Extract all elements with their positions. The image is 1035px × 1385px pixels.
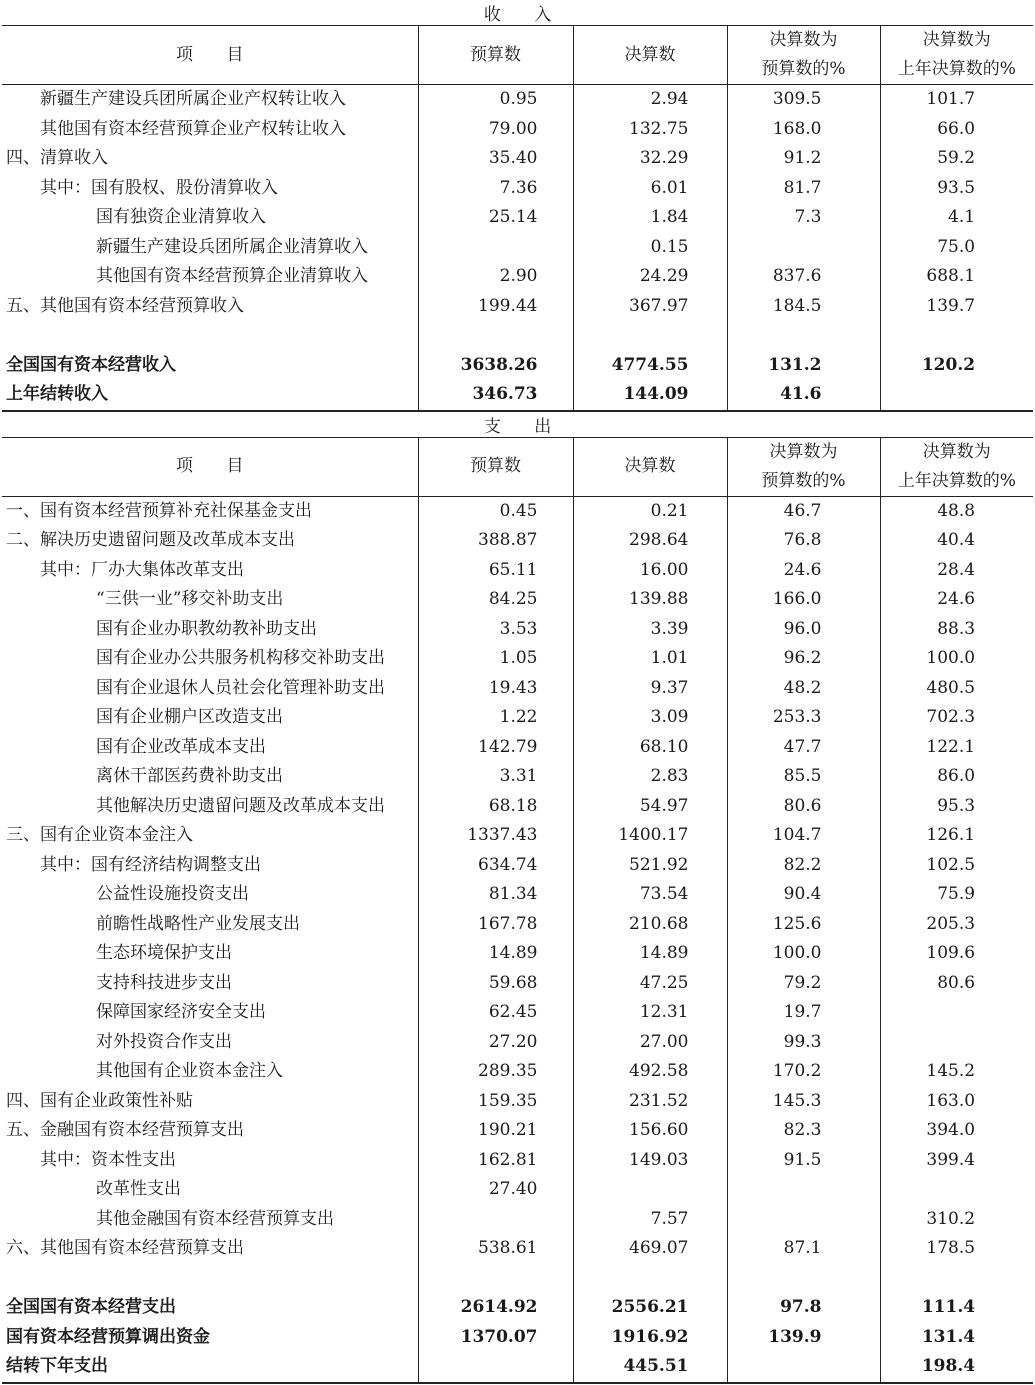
col-budget-header: 预算数: [418, 437, 573, 496]
final-value: [573, 1264, 727, 1294]
table-row: [2, 1057, 1033, 1087]
budget-value: 1.05: [418, 644, 573, 674]
pct-prev-value: 399.4: [926, 1149, 976, 1170]
pct-prev-value: [880, 998, 1033, 1028]
row-label: 其中：国有经济结构调整支出: [2, 851, 418, 881]
table-row: [2, 85, 1033, 115]
budget-value: 25.14: [418, 203, 573, 233]
budget-value: 1.22: [418, 703, 573, 733]
budget-value: 0.45: [418, 496, 573, 526]
table-row: [2, 1323, 1033, 1353]
pct-prev-value: 688.1: [926, 266, 976, 286]
final-value: 4774.55: [573, 351, 727, 381]
table-row: [2, 615, 1033, 645]
table-row: [2, 792, 1033, 822]
final-value: 6.01: [573, 174, 727, 204]
pct-prev-value: [880, 321, 1033, 351]
budget-value: 27.20: [418, 1028, 573, 1058]
row-label: 其他国有企业资本金注入: [2, 1057, 418, 1087]
col-item-header: 项 目: [2, 26, 418, 85]
row-label: 国有企业办职教幼教补助支出: [2, 615, 418, 645]
table-row: [2, 585, 1033, 615]
row-label: 其他国有资本经营预算企业清算收入: [2, 262, 418, 292]
pct-prev-value: 198.4: [880, 1352, 1033, 1383]
final-value: 73.54: [573, 880, 727, 910]
expense-section-header: [2, 411, 1033, 438]
col-pct-budget-line2: 预算数的%: [761, 470, 846, 491]
pct-prev-value: 28.4: [937, 559, 976, 580]
budget-value: 388.87: [418, 526, 573, 556]
pct-budget-value: 48.2: [727, 674, 880, 704]
income-title: 收 入: [2, 0, 1033, 26]
col-final-header: 决算数: [573, 437, 727, 496]
row-label: [2, 321, 418, 351]
pct-prev-value: 4.1: [948, 207, 976, 227]
final-value: 469.07: [573, 1234, 727, 1264]
pct-budget-value: 19.7: [727, 998, 880, 1028]
budget-value: 0.95: [418, 85, 573, 115]
row-label: 国有企业改革成本支出: [2, 733, 418, 763]
budget-value: 2.90: [418, 262, 573, 292]
row-label: 公益性设施投资支出: [2, 880, 418, 910]
pct-prev-value: 126.1: [926, 825, 976, 845]
pct-prev-value: 40.4: [937, 530, 976, 550]
final-value: 1.84: [573, 203, 727, 233]
final-value: 144.09: [573, 380, 727, 411]
pct-budget-value: 41.6: [727, 380, 880, 411]
final-value: 7.57: [573, 1205, 727, 1235]
table-row: [2, 144, 1033, 174]
col-pct-budget-line1: 决算数为: [769, 441, 838, 462]
table-row: [2, 1146, 1033, 1176]
budget-value: 3.53: [418, 615, 573, 645]
final-value: 139.88: [573, 585, 727, 615]
final-value: 298.64: [573, 526, 727, 556]
row-label: 其中：国有股权、股份清算收入: [2, 174, 418, 204]
budget-value: 167.78: [418, 910, 573, 940]
col-pct-prev-line1: 决算数为: [922, 441, 991, 462]
pct-budget-value: 184.5: [727, 292, 880, 322]
pct-budget-value: 97.8: [727, 1293, 880, 1323]
pct-budget-value: [727, 1175, 880, 1205]
row-label: 三、国有企业资本金注入: [2, 821, 418, 851]
row-label: 生态环境保护支出: [2, 939, 418, 969]
pct-budget-value: 76.8: [727, 526, 880, 556]
col-pct-budget-header: [727, 437, 880, 496]
table-row: [2, 939, 1033, 969]
table-row: [2, 1028, 1033, 1058]
budget-value: [418, 321, 573, 351]
row-label: 国有企业办公共服务机构移交补助支出: [2, 644, 418, 674]
row-label: 六、其他国有资本经营预算支出: [2, 1234, 418, 1264]
final-value: 1916.92: [573, 1323, 727, 1353]
col-pct-prev-header: [880, 437, 1033, 496]
pct-prev-value: 702.3: [926, 707, 976, 727]
budget-value: 27.40: [418, 1175, 573, 1205]
final-value: 12.31: [573, 998, 727, 1028]
pct-prev-value: [880, 1264, 1033, 1294]
final-value: 24.29: [573, 262, 727, 292]
pct-prev-value: 145.2: [926, 1061, 976, 1081]
final-value: 149.03: [573, 1146, 727, 1176]
budget-value: 634.74: [418, 851, 573, 881]
pct-budget-value: 91.5: [727, 1146, 880, 1176]
table-row: [2, 1087, 1033, 1117]
pct-budget-value: 87.1: [727, 1234, 880, 1264]
final-value: 2.94: [573, 85, 727, 115]
pct-budget-value: 81.7: [727, 174, 880, 204]
pct-prev-value: 88.3: [937, 618, 976, 639]
pct-budget-value: 24.6: [727, 556, 880, 586]
row-label: [2, 1264, 418, 1294]
budget-value: [418, 1264, 573, 1294]
pct-budget-value: 99.3: [727, 1028, 880, 1058]
budget-value: 1370.07: [418, 1323, 573, 1353]
table-row: [2, 674, 1033, 704]
row-label: 新疆生产建设兵团所属企业产权转让收入: [2, 85, 418, 115]
income-section: [2, 0, 1033, 411]
row-label: 保障国家经济安全支出: [2, 998, 418, 1028]
budget-value: 14.89: [418, 939, 573, 969]
pct-budget-value: 80.6: [727, 792, 880, 822]
row-label: 其他金融国有资本经营预算支出: [2, 1205, 418, 1235]
pct-budget-value: 96.2: [727, 644, 880, 674]
table-row: [2, 1234, 1033, 1264]
table-row: [2, 1116, 1033, 1146]
col-final-header: 决算数: [573, 26, 727, 85]
budget-value: 162.81: [418, 1146, 573, 1176]
table-row: [2, 644, 1033, 674]
row-label: 五、金融国有资本经营预算支出: [2, 1116, 418, 1146]
pct-prev-value: 480.5: [926, 677, 976, 698]
final-value: [573, 321, 727, 351]
table-row: [2, 1205, 1033, 1235]
pct-budget-value: 90.4: [727, 880, 880, 910]
final-value: 9.37: [573, 674, 727, 704]
final-value: 210.68: [573, 910, 727, 940]
pct-prev-value: 205.3: [926, 913, 976, 934]
pct-prev-value: 95.3: [937, 795, 976, 816]
pct-budget-value: 82.3: [727, 1116, 880, 1146]
table-row: [2, 910, 1033, 940]
table-row: [2, 262, 1033, 292]
pct-prev-value: 75.0: [937, 236, 976, 257]
row-label: 其他国有资本经营预算企业产权转让收入: [2, 115, 418, 145]
pct-budget-value: 79.2: [727, 969, 880, 999]
pct-budget-value: 100.0: [727, 939, 880, 969]
table-row: [2, 1293, 1033, 1323]
final-value: 1.01: [573, 644, 727, 674]
col-pct-budget-line2: 预算数的%: [761, 59, 846, 79]
budget-value: 19.43: [418, 674, 573, 704]
pct-prev-value: 101.7: [926, 89, 976, 109]
expense-title: 支 出: [2, 411, 1033, 438]
row-label: 国有企业棚户区改造支出: [2, 703, 418, 733]
expense-section: [2, 411, 1033, 1383]
final-value: 2556.21: [573, 1293, 727, 1323]
pct-budget-value: 46.7: [727, 496, 880, 526]
pct-budget-value: [727, 1205, 880, 1235]
final-value: 132.75: [573, 115, 727, 145]
row-label: 国有独资企业清算收入: [2, 203, 418, 233]
table-row: [2, 526, 1033, 556]
col-budget-header: 预算数: [418, 26, 573, 85]
row-label: 新疆生产建设兵团所属企业清算收入: [2, 233, 418, 263]
row-label: 对外投资合作支出: [2, 1028, 418, 1058]
budget-value: 1337.43: [418, 821, 573, 851]
row-label: 一、国有资本经营预算补充社保基金支出: [2, 496, 418, 526]
table-row: [2, 292, 1033, 322]
table-row: [2, 351, 1033, 381]
table-row: [2, 998, 1033, 1028]
pct-budget-value: [727, 1264, 880, 1294]
row-label: 前瞻性战略性产业发展支出: [2, 910, 418, 940]
table-row: [2, 174, 1033, 204]
pct-budget-value: 82.2: [727, 851, 880, 881]
pct-prev-value: 100.0: [926, 648, 976, 668]
pct-budget-value: 96.0: [727, 615, 880, 645]
final-value: 14.89: [573, 939, 727, 969]
pct-prev-value: 111.4: [921, 1297, 976, 1317]
budget-value: 84.25: [418, 585, 573, 615]
budget-value: 190.21: [418, 1116, 573, 1146]
budget-value: [418, 233, 573, 263]
budget-value: 65.11: [418, 556, 573, 586]
pct-prev-value: 120.2: [921, 354, 976, 375]
pct-prev-value: 66.0: [937, 118, 976, 139]
pct-prev-value: 102.5: [926, 854, 976, 875]
pct-budget-value: 7.3: [727, 203, 880, 233]
pct-budget-value: 139.9: [727, 1323, 880, 1353]
budget-value: 3638.26: [418, 351, 573, 381]
col-pct-prev-line1: 决算数为: [922, 30, 991, 50]
table-row: [2, 1264, 1033, 1294]
budget-value: 35.40: [418, 144, 573, 174]
pct-budget-value: 166.0: [727, 585, 880, 615]
row-label: 五、其他国有资本经营预算收入: [2, 292, 418, 322]
final-value: 2.83: [573, 762, 727, 792]
row-label: 全国国有资本经营支出: [2, 1293, 418, 1323]
final-value: 32.29: [573, 144, 727, 174]
pct-prev-value: 24.6: [937, 589, 976, 609]
final-value: 16.00: [573, 556, 727, 586]
table-row: [2, 703, 1033, 733]
budget-value: [418, 1205, 573, 1235]
final-value: 445.51: [573, 1352, 727, 1383]
pct-budget-value: 170.2: [727, 1057, 880, 1087]
pct-budget-value: 145.3: [727, 1087, 880, 1117]
budget-value: 81.34: [418, 880, 573, 910]
pct-prev-value: [880, 380, 1033, 411]
pct-budget-value: 253.3: [727, 703, 880, 733]
budget-value: [418, 1352, 573, 1383]
col-pct-prev-line2: 上年决算数的%: [897, 470, 1016, 491]
row-label: 国有企业退休人员社会化管理补助支出: [2, 674, 418, 704]
row-label: 其中：厂办大集体改革支出: [2, 556, 418, 586]
pct-prev-value: 122.1: [926, 736, 976, 757]
final-value: 1400.17: [573, 821, 727, 851]
row-label: 其他解决历史遗留问题及改革成本支出: [2, 792, 418, 822]
row-label: 国有资本经营预算调出资金: [2, 1323, 418, 1353]
row-label: “三供一业”移交补助支出: [2, 585, 418, 615]
table-row: [2, 851, 1033, 881]
col-pct-budget-line1: 决算数为: [769, 30, 838, 50]
row-label: 结转下年支出: [2, 1352, 418, 1383]
budget-value: 79.00: [418, 115, 573, 145]
table-row: [2, 1352, 1033, 1383]
table-row: [2, 821, 1033, 851]
final-value: 231.52: [573, 1087, 727, 1117]
row-label: 支持科技进步支出: [2, 969, 418, 999]
final-value: 156.60: [573, 1116, 727, 1146]
pct-prev-value: 59.2: [937, 148, 976, 168]
final-value: 3.39: [573, 615, 727, 645]
final-value: 492.58: [573, 1057, 727, 1087]
budget-value: 346.73: [418, 380, 573, 411]
pct-prev-value: 75.9: [937, 884, 976, 904]
table-row: [2, 969, 1033, 999]
pct-prev-value: 178.5: [926, 1238, 976, 1258]
row-label: 上年结转收入: [2, 380, 418, 411]
table-row: [2, 556, 1033, 586]
pct-budget-value: 837.6: [727, 262, 880, 292]
budget-value: 289.35: [418, 1057, 573, 1087]
table-row: [2, 321, 1033, 351]
final-value: 3.09: [573, 703, 727, 733]
table-row: [2, 733, 1033, 763]
income-column-header: [2, 26, 1033, 85]
budget-value: 159.35: [418, 1087, 573, 1117]
budget-value: 199.44: [418, 292, 573, 322]
budget-value: 2614.92: [418, 1293, 573, 1323]
final-value: 521.92: [573, 851, 727, 881]
table-row: [2, 1175, 1033, 1205]
budget-value: 59.68: [418, 969, 573, 999]
pct-budget-value: 47.7: [727, 733, 880, 763]
final-value: 0.15: [573, 233, 727, 263]
final-value: 54.97: [573, 792, 727, 822]
final-value: 367.97: [573, 292, 727, 322]
table-row: [2, 115, 1033, 145]
pct-prev-value: 310.2: [926, 1208, 976, 1229]
pct-budget-value: 91.2: [727, 144, 880, 174]
final-value: [573, 1175, 727, 1205]
final-value: 0.21: [573, 496, 727, 526]
budget-value: 62.45: [418, 998, 573, 1028]
col-item-header: 项 目: [2, 437, 418, 496]
final-value: 27.00: [573, 1028, 727, 1058]
budget-value: 538.61: [418, 1234, 573, 1264]
row-label: 其中：资本性支出: [2, 1146, 418, 1176]
row-label: 离休干部医药费补助支出: [2, 762, 418, 792]
table-row: [2, 880, 1033, 910]
row-label: 四、国有企业政策性补贴: [2, 1087, 418, 1117]
pct-prev-value: 109.6: [926, 943, 976, 963]
table-row: [2, 233, 1033, 263]
row-label: 四、清算收入: [2, 144, 418, 174]
pct-prev-value: 139.7: [926, 295, 976, 316]
pct-budget-value: 125.6: [727, 910, 880, 940]
pct-prev-value: [880, 1028, 1033, 1058]
budget-value: 68.18: [418, 792, 573, 822]
pct-prev-value: 93.5: [937, 177, 976, 198]
pct-budget-value: 85.5: [727, 762, 880, 792]
final-value: 68.10: [573, 733, 727, 763]
col-pct-prev-header: [880, 26, 1033, 85]
pct-prev-value: 131.4: [921, 1326, 976, 1347]
budget-value: 7.36: [418, 174, 573, 204]
expense-column-header: [2, 437, 1033, 496]
table-row: [2, 380, 1033, 411]
pct-budget-value: 309.5: [727, 85, 880, 115]
table-row: [2, 203, 1033, 233]
final-value: 47.25: [573, 969, 727, 999]
pct-prev-value: 48.8: [937, 500, 976, 521]
pct-prev-value: [880, 1175, 1033, 1205]
pct-budget-value: [727, 1352, 880, 1383]
pct-prev-value: 163.0: [926, 1090, 976, 1111]
pct-prev-value: 394.0: [926, 1120, 976, 1140]
pct-budget-value: [727, 233, 880, 263]
pct-budget-value: 168.0: [727, 115, 880, 145]
pct-budget-value: [727, 321, 880, 351]
income-section-header: [2, 0, 1033, 26]
pct-prev-value: 86.0: [937, 766, 976, 786]
row-label: 二、解决历史遗留问题及改革成本支出: [2, 526, 418, 556]
budget-value: 142.79: [418, 733, 573, 763]
col-pct-budget-header: [727, 26, 880, 85]
budget-table: [2, 0, 1033, 1384]
budget-value: 3.31: [418, 762, 573, 792]
pct-budget-value: 131.2: [727, 351, 880, 381]
row-label: 全国国有资本经营收入: [2, 351, 418, 381]
row-label: 改革性支出: [2, 1175, 418, 1205]
col-pct-prev-line2: 上年决算数的%: [897, 59, 1016, 79]
table-row: [2, 762, 1033, 792]
pct-prev-value: 80.6: [937, 972, 976, 993]
pct-budget-value: 104.7: [727, 821, 880, 851]
table-row: [2, 496, 1033, 526]
